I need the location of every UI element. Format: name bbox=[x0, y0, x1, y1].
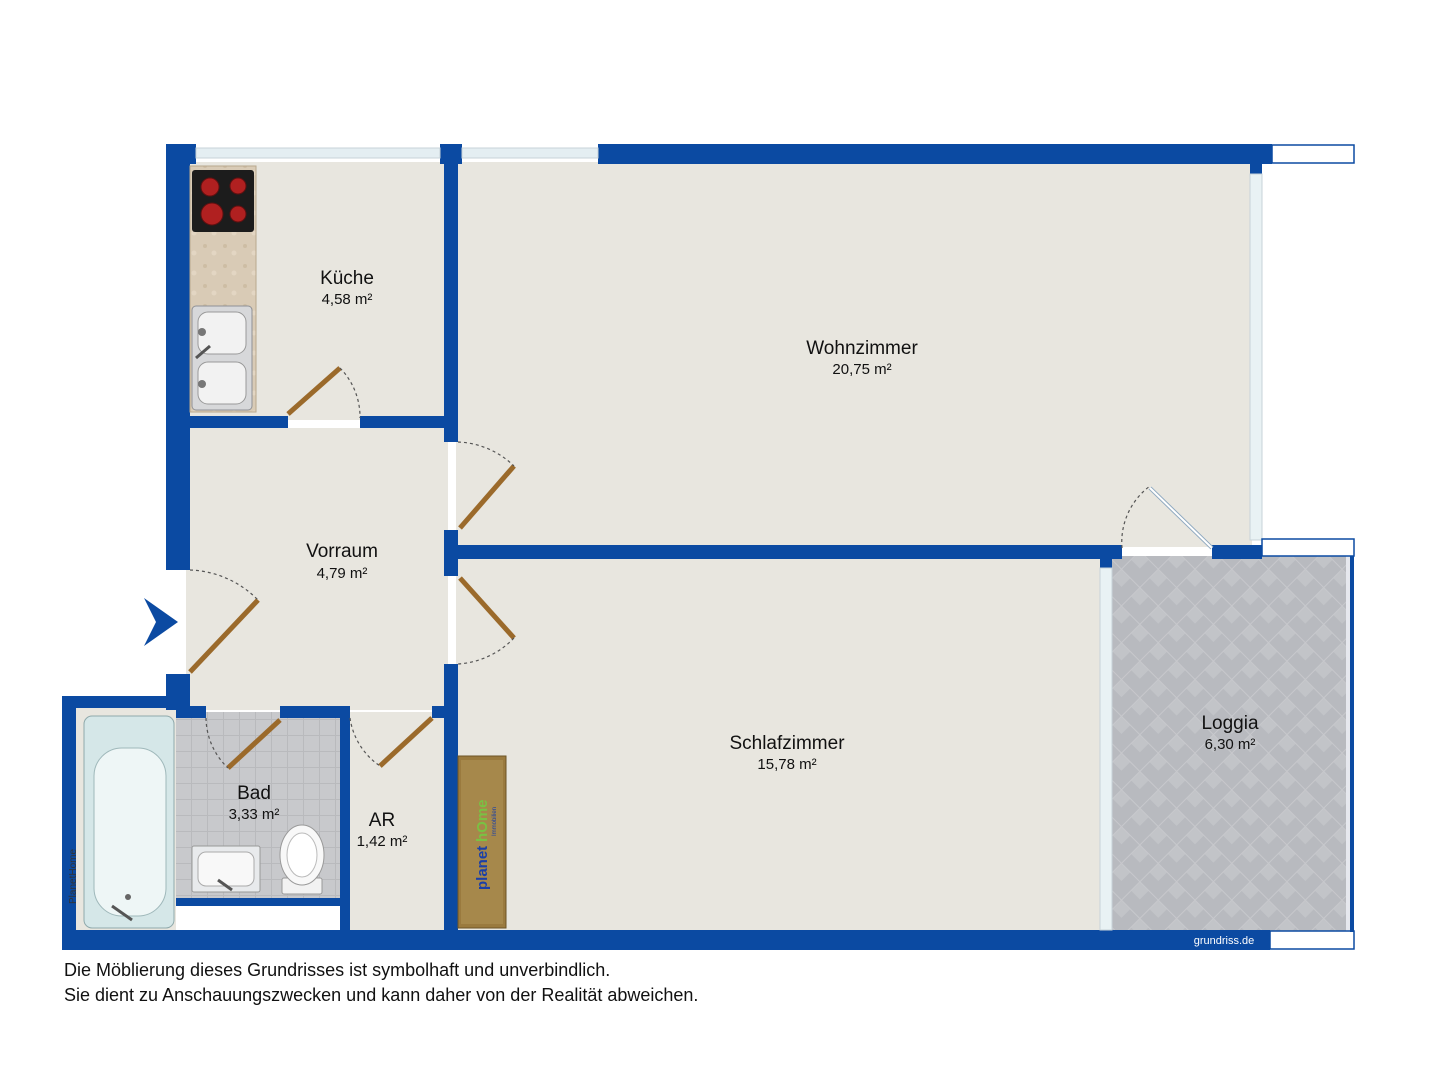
room-name-kueche: Küche bbox=[320, 268, 374, 289]
room-area-vorraum: 4,79 m² bbox=[316, 565, 368, 582]
window-wohnzimmer bbox=[462, 148, 598, 158]
watermark-planethome: PlanetHome bbox=[68, 848, 79, 904]
balcony-outline-top bbox=[1272, 145, 1354, 163]
floor-ar bbox=[348, 712, 444, 932]
entry-arrow-icon bbox=[144, 598, 178, 646]
room-name-ar: AR bbox=[368, 810, 396, 831]
room-area-bad: 3,33 m² bbox=[228, 806, 280, 823]
logo-text-home: hOme bbox=[474, 799, 491, 842]
bathtub-icon bbox=[84, 716, 174, 928]
room-area-kueche: 4,58 m² bbox=[321, 291, 373, 308]
toilet-icon bbox=[280, 825, 324, 894]
room-area-loggia: 6,30 m² bbox=[1204, 736, 1256, 753]
room-area-ar: 1,42 m² bbox=[356, 833, 408, 850]
room-name-loggia: Loggia bbox=[1201, 713, 1259, 734]
room-area-schlafzimmer: 15,78 m² bbox=[757, 756, 817, 773]
room-name-bad: Bad bbox=[237, 783, 271, 804]
window-wohnzimmer-side bbox=[1250, 174, 1262, 540]
room-name-wohnzimmer: Wohnzimmer bbox=[806, 338, 918, 359]
disclaimer-line-1: Die Möblierung dieses Grundrisses ist symbolhaft und unverbindlich. bbox=[64, 960, 611, 980]
sink-icon bbox=[192, 306, 252, 410]
disclaimer-line-2: Sie dient zu Anschauungszwecken und kann daher von der Realität abweichen. bbox=[64, 985, 699, 1005]
room-name-schlafzimmer: Schlafzimmer bbox=[729, 733, 845, 754]
loggia-railing bbox=[1350, 556, 1354, 932]
balcony-outline-mid bbox=[1262, 539, 1354, 556]
logo-text-planet: planet bbox=[474, 845, 491, 890]
stove-icon bbox=[192, 170, 254, 232]
room-area-wohnzimmer: 20,75 m² bbox=[832, 361, 892, 378]
bathroom-sink-icon bbox=[192, 846, 260, 892]
kitchen-counter bbox=[190, 166, 256, 412]
balcony-outline-bottom bbox=[1270, 931, 1354, 949]
window-kueche bbox=[196, 148, 440, 158]
logo-text-sub: Immobilien bbox=[492, 806, 498, 836]
watermark-grundriss: grundriss.de bbox=[1193, 935, 1255, 947]
disclaimer bbox=[64, 958, 1364, 1008]
wardrobe-logo bbox=[458, 756, 506, 928]
window-schlafzimmer bbox=[1100, 568, 1112, 930]
room-name-vorraum: Vorraum bbox=[306, 541, 378, 562]
